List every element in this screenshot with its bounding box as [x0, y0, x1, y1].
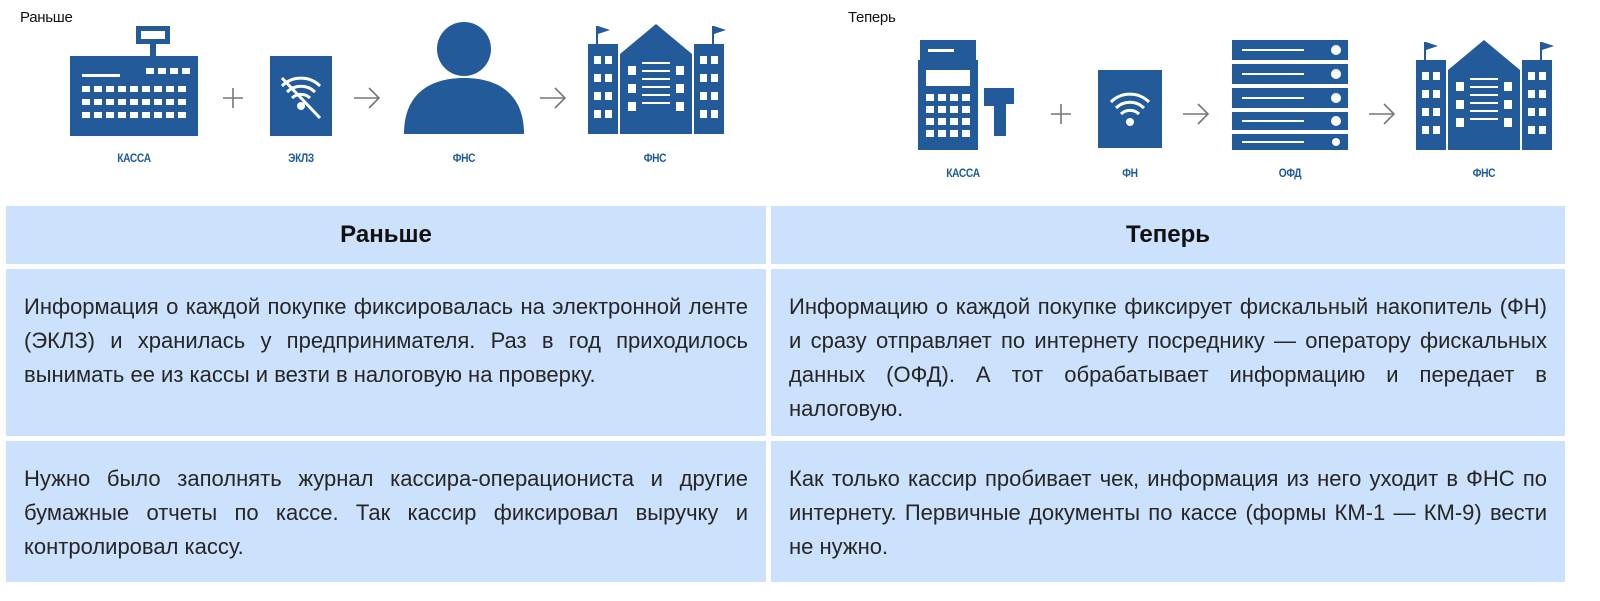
- table-header-left: Раньше: [6, 206, 766, 264]
- left-item-label-2: ЭКЛЗ: [288, 151, 314, 165]
- government-building-icon: [1412, 38, 1556, 150]
- plus-icon: [1049, 102, 1073, 126]
- right-item-label-2: ФН: [1122, 166, 1138, 180]
- plus-icon: [221, 86, 245, 110]
- eklz-crossed-wifi-icon: [270, 56, 332, 136]
- table-row-1-right: Информацию о каждой покупке фиксирует фискальный накопитель (ФН) и сразу отправляет по интернету посреднику — оператору фискальных данных (ОФД). А тот обрабатывает информацию и передает в налоговую.: [771, 269, 1565, 436]
- register-with-scanner-icon: [918, 40, 1016, 150]
- table-header-right: Теперь: [771, 206, 1565, 264]
- government-building-icon: [584, 22, 728, 134]
- server-rack-icon: [1232, 40, 1348, 150]
- arrow-right-icon: [1181, 102, 1211, 126]
- person-icon: [404, 22, 524, 134]
- left-item-label-4: ФНС: [643, 151, 667, 165]
- fiscal-drive-wifi-icon: [1098, 70, 1162, 148]
- table-row-2-left: Нужно было заполнять журнал кассира-операциониста и другие бумажные отчеты по кассе. Так кассир фиксировал выручку и контролировал кассу.: [6, 441, 766, 582]
- right-item-label-4: ФНС: [1472, 166, 1496, 180]
- arrow-right-icon: [538, 86, 568, 110]
- table-row-1-left: Информация о каждой покупке фиксировалась на электронной ленте (ЭКЛЗ) и хранилась у предпринимателя. Раз в год приходилось вынимать ее из кассы и везти в налоговую на проверку.: [6, 269, 766, 436]
- right-item-label-1: КАССА: [946, 166, 980, 180]
- table-row-2-right: Как только кассир пробивает чек, информация из него уходит в ФНС по интернету. Первичные документы по кассе (формы КМ-1 — КМ-9) вести не нужно.: [771, 441, 1565, 582]
- right-item-label-3: ОФД: [1278, 166, 1302, 180]
- right-panel-title: Теперь: [848, 9, 896, 26]
- arrow-right-icon: [1367, 102, 1397, 126]
- cash-register-icon: [70, 22, 198, 136]
- left-panel-title: Раньше: [20, 9, 73, 26]
- arrow-right-icon: [352, 86, 382, 110]
- left-item-label-1: КАССА: [117, 151, 151, 165]
- left-item-label-3: ФНС: [452, 151, 476, 165]
